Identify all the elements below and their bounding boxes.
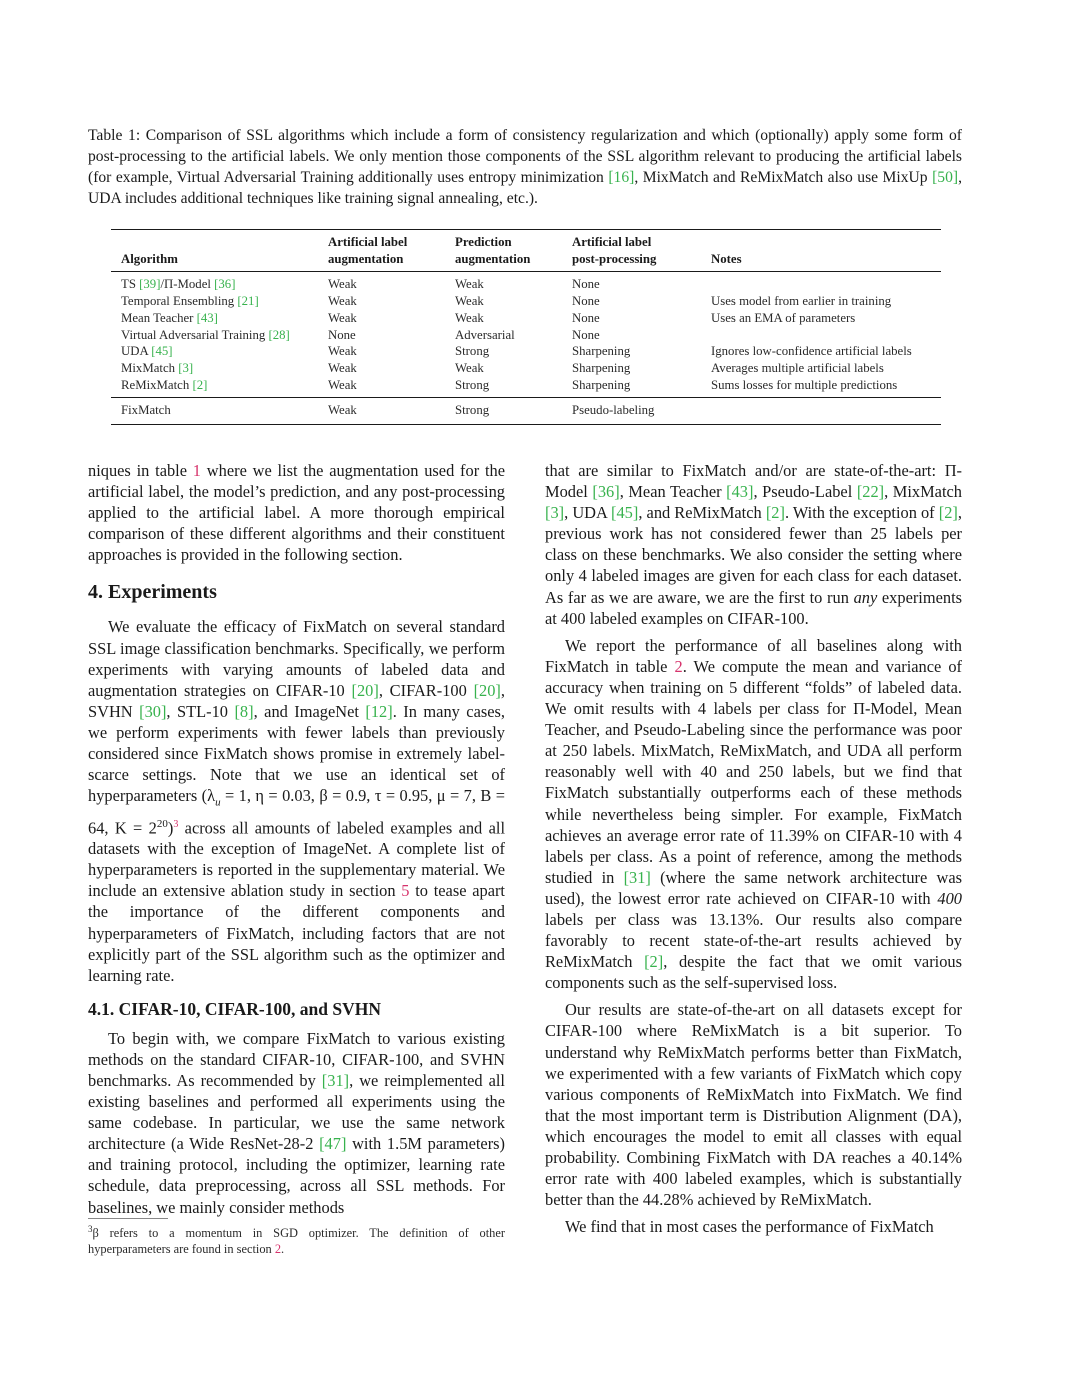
citation-link[interactable]: [2]: [644, 952, 664, 972]
table-caption: Table 1: Comparison of SSL algorithms which include a form of consistency regularization and which (optionally) apply some form of post-processing to the artificial labels. We only mention those components of the SSL algorithm relevant to producing the artificial labels (for example, Virtual Adversarial Training additionally uses entropy minimization [16], MixMatch and ReMixMatch also use MixUp [50], UDA includes additional techniques like training signal annealing, etc.).: [88, 127, 962, 207]
citation-link[interactable]: [20]: [351, 680, 379, 700]
paragraph: We find that in most cases the performance of FixMatch: [565, 1217, 934, 1237]
section-ref-link[interactable]: 5: [401, 881, 410, 901]
citation-link[interactable]: [47]: [319, 1134, 347, 1154]
citation-link[interactable]: [43]: [726, 482, 754, 502]
paragraph: Our results are state-of-the-art on all datasets except for CIFAR-100 where ReMixMatch is a bit superior. To understand why ReMixMatch performs better than FixMatch, we experimented with a few variants of FixMatch which copy various components of ReMixMatch into FixMatch. We find that the most important term is Distribution Alignment (DA), which encourages the model to emit all classes with equal probability. Combining FixMatch with DA reaches a 40.14% error rate with 400 labeled examples, which is substantially better than the 44.28% achieved by ReMixMatch.: [545, 1000, 962, 1210]
table-header-rule: [111, 271, 941, 272]
section-heading-experiments: 4. Experiments: [88, 581, 217, 604]
citation-link[interactable]: [12]: [365, 701, 393, 721]
header-algorithm: Algorithm: [121, 252, 178, 266]
citation-link[interactable]: [28]: [268, 328, 290, 342]
table-ref-link[interactable]: 1: [192, 461, 201, 480]
footnote: $^3$β refers to a momentum in SGD optimizer. The definition of other hyperparameters are found in section 2.: [88, 1224, 505, 1257]
table-bottom-rule: [111, 424, 941, 425]
left-column: [88, 460, 505, 1218]
citation-link[interactable]: [21]: [237, 294, 259, 308]
paragraph: that are similar to FixMatch and/or are state-of-the-art: Π-Model [36], Mean Teacher [43], Pseudo-Label [22], MixMatch [3], UDA [45], and ReMixMatch [2]. With the exception of [2], previous work has not considered fewer than 25 labels per class on these benchmarks. We also consider the setting where only 4 labeled images are given for each class for each dataset. As far as we are aware, we are the first to run any experiments at 400 labeled examples on CIFAR-100.: [545, 461, 963, 628]
citation-link[interactable]: [45]: [611, 503, 639, 523]
table-mid-rule: [111, 397, 941, 398]
citation-link[interactable]: [2]: [938, 503, 958, 523]
citation-link[interactable]: [36]: [214, 277, 236, 291]
footnote-divider: [88, 1218, 168, 1219]
paragraph: niques in table 1 where we list the augmentation used for the artificial label, the model’s prediction, and any post-processing applied to the artificial label. A more thorough empirical comparison of these different algorithms and their constituent approaches is provided in the following section.: [88, 461, 505, 565]
citation-link[interactable]: [22]: [856, 482, 885, 502]
citation-link[interactable]: [20]: [473, 680, 501, 700]
paragraph: To begin with, we compare FixMatch to various existing methods on the standard CIFAR-10, CIFAR-100, and SVHN benchmarks. As recommended by [31], we reimplemented all existing baselines and performed all experiments using the same codebase. In particular, we use the same network architecture (a Wide ResNet-28-2 [47] with 1.5M parameters) and training protocol, including the optimizer, learning rate schedule, data preprocessing, across all SSL methods. For baselines, we mainly consider methods: [88, 1028, 505, 1217]
citation-link[interactable]: [45]: [151, 344, 173, 358]
citation-link[interactable]: [39]: [139, 277, 161, 291]
citation-link[interactable]: [50]: [932, 169, 959, 186]
header-pred-aug: Prediction: [455, 235, 512, 249]
citation-link[interactable]: [31]: [321, 1071, 350, 1090]
caption-label: Table 1:: [88, 127, 141, 144]
citation-link[interactable]: [3]: [545, 503, 565, 523]
citation-link[interactable]: [2]: [192, 378, 208, 392]
paragraph: We report the performance of all baselines along with FixMatch in table 2. We compute the mean and variance of accuracy when training on 5 different “folds” of labeled data. We omit results with 4 labels per class for Π-Model, Mean Teacher, and Pseudo-Labeling since the performance was poor at 250 labels. MixMatch, ReMixMatch, and UDA all perform reasonably well with 40 and 250 labels, but we find that FixMatch substantially outperforms each of these methods while nevertheless being simpler. For example, FixMatch achieves an average error rate of 11.39% on CIFAR-10 with 4 labels per class. As a point of reference, among the methods studied in [31] (where the same network architecture was used), the lowest error rate achieved on CIFAR-10 with 400 labels per class was 13.13%. Our results also compare favorably to recent state-of-the-art results achieved by ReMixMatch [2], despite the fact that we omit various components such as the self-supervised loss.: [545, 635, 963, 993]
subsection-heading-cifar: 4.1. CIFAR-10, CIFAR-100, and SVHN: [88, 998, 381, 1019]
citation-link[interactable]: [2]: [765, 503, 785, 523]
citation-link[interactable]: [16]: [608, 169, 635, 186]
citation-link[interactable]: [30]: [139, 701, 167, 721]
citation-link[interactable]: [3]: [178, 361, 194, 375]
header-post: Artificial label: [572, 235, 652, 249]
header-label-aug: Artificial label: [328, 235, 408, 249]
table-top-rule: [111, 229, 941, 230]
citation-link[interactable]: [43]: [196, 311, 218, 325]
citation-link[interactable]: [8]: [234, 701, 254, 721]
citation-link[interactable]: [31]: [623, 867, 651, 887]
table-ref-link[interactable]: 2: [674, 656, 683, 676]
paragraph: We evaluate the efficacy of FixMatch on several standard SSL image classification benchmarks. Specifically, we perform experiments with varying amounts of labeled data and augmentation strategies on CIFAR-10 [20], CIFAR-100 [20], SVHN [30], STL-10 [8], and ImageNet [12]. In many cases, we perform experiments with fewer labels than previously considered since FixMatch shows promise in extremely label-scarce settings. Note that we use an identical set of hyperparameters ($\lambda_u = 1$, η = 0.03, β = 0.9, τ = 0.95, μ = 7, B = 64, $K = 2^{20})^3$ across all amounts of labeled examples and all datasets with the exception of ImageNet. A complete list of hyperparameters is reported in the supplementary material. We include an extensive ablation study in section 5 to tease apart the importance of the different components and hyperparameters of FixMatch, including factors that are not explicitly part of the SSL algorithm such as the optimizer and learning rate.: [88, 617, 505, 985]
right-column: [545, 460, 962, 1237]
footnote-mark-link[interactable]: 3: [173, 818, 179, 830]
section-ref-link[interactable]: 2: [274, 1242, 282, 1257]
header-notes: Notes: [711, 252, 742, 266]
citation-link[interactable]: [36]: [592, 482, 620, 502]
